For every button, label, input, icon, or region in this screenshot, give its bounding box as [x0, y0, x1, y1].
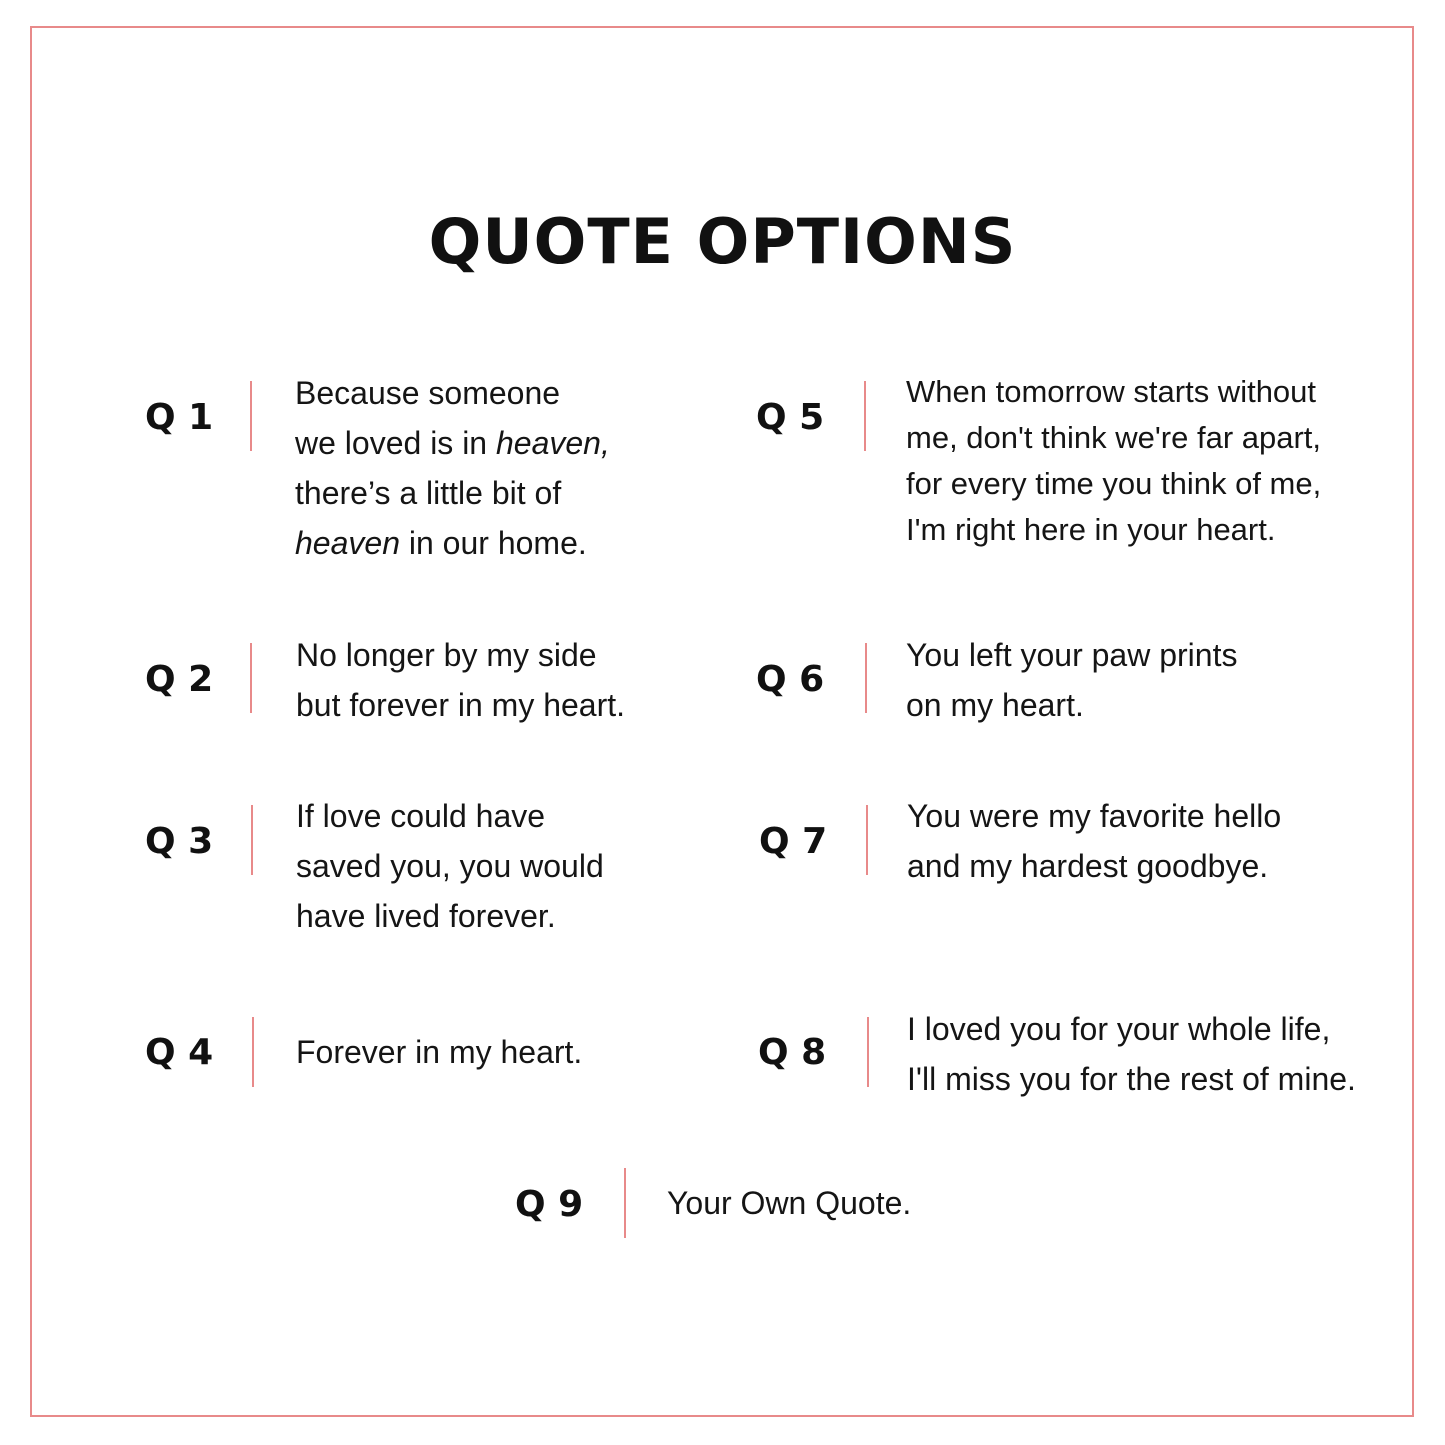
- quote-line: [907, 791, 1281, 841]
- option-quote-text: [907, 1004, 1356, 1104]
- quote-line: [295, 468, 610, 518]
- quote-text-segment: I'll miss you for the rest of mine.: [907, 1061, 1356, 1097]
- quote-line: [296, 1027, 582, 1077]
- option-label: Q 3: [145, 821, 214, 862]
- quote-line: [667, 1178, 911, 1228]
- quote-text-segment: If love could have: [296, 798, 546, 834]
- quote-italic-text: heaven: [295, 525, 400, 561]
- quote-text-segment: No longer by my side: [296, 637, 597, 673]
- option-quote-text: [295, 368, 610, 568]
- option-divider: [867, 1017, 869, 1087]
- option-divider: [865, 643, 867, 713]
- quote-line: [295, 518, 610, 568]
- option-quote-text: [296, 791, 604, 941]
- quote-line: [296, 891, 604, 941]
- quote-line: [906, 507, 1321, 553]
- quote-line: [906, 461, 1321, 507]
- quote-line: [907, 1004, 1356, 1054]
- quote-text-segment: there’s a little bit of: [295, 475, 562, 511]
- quote-line: [907, 1054, 1356, 1104]
- option-label: Q 1: [145, 397, 214, 438]
- quote-text-segment: for every time you think of me,: [906, 466, 1322, 501]
- option-divider: [250, 381, 252, 451]
- option-quote-text: [906, 369, 1321, 553]
- option-label: Q 9: [515, 1184, 584, 1225]
- quote-text-segment: Because someone: [295, 375, 561, 411]
- quote-text-segment: and my hardest goodbye.: [907, 848, 1269, 884]
- option-divider: [864, 381, 866, 451]
- quote-text-segment: I'm right here in your heart.: [906, 512, 1276, 547]
- quote-line: [907, 841, 1281, 891]
- option-divider: [252, 1017, 254, 1087]
- quote-line: [296, 841, 604, 891]
- quote-text-segment: When tomorrow starts without: [906, 374, 1317, 409]
- quote-text-segment: in our home.: [399, 525, 587, 561]
- option-label: Q 5: [756, 397, 825, 438]
- quote-text-segment: have lived forever.: [296, 898, 556, 934]
- quote-line: [295, 368, 610, 418]
- quote-text-segment: Forever in my heart.: [296, 1034, 583, 1070]
- quote-text-segment: on my heart.: [906, 687, 1084, 723]
- quote-text-segment: I loved you for your whole life,: [907, 1011, 1331, 1047]
- option-label: Q 6: [756, 659, 825, 700]
- quote-text-segment: saved you, you would: [296, 848, 604, 884]
- option-label: Q 8: [758, 1032, 827, 1073]
- quote-text-segment: we loved is in: [295, 425, 496, 461]
- quote-line: [295, 418, 610, 468]
- quote-line: [906, 369, 1321, 415]
- option-label: Q 7: [759, 821, 828, 862]
- option-label: Q 4: [145, 1032, 214, 1073]
- option-quote-text: [296, 630, 625, 730]
- page-title: QUOTE OPTIONS: [428, 205, 1017, 278]
- quote-line: [296, 680, 625, 730]
- quote-line: [906, 680, 1237, 730]
- quote-text-segment: but forever in my heart.: [296, 687, 626, 723]
- option-divider: [624, 1168, 626, 1238]
- quote-text-segment: You left your paw prints: [906, 637, 1238, 673]
- quote-text-segment: me, don't think we're far apart,: [906, 420, 1322, 455]
- option-quote-text: [667, 1178, 911, 1228]
- quote-text-segment: You were my favorite hello: [907, 798, 1282, 834]
- option-label: Q 2: [145, 659, 214, 700]
- quote-line: [906, 630, 1237, 680]
- option-quote-text: [907, 791, 1281, 891]
- option-divider: [250, 643, 252, 713]
- quote-text-segment: Your Own Quote.: [667, 1185, 912, 1221]
- quote-italic-text: heaven,: [495, 425, 610, 461]
- quote-line: [296, 630, 625, 680]
- option-divider: [866, 805, 868, 875]
- quote-line: [296, 791, 604, 841]
- option-quote-text: [296, 1027, 582, 1077]
- option-divider: [251, 805, 253, 875]
- option-quote-text: [906, 630, 1237, 730]
- quote-line: [906, 415, 1321, 461]
